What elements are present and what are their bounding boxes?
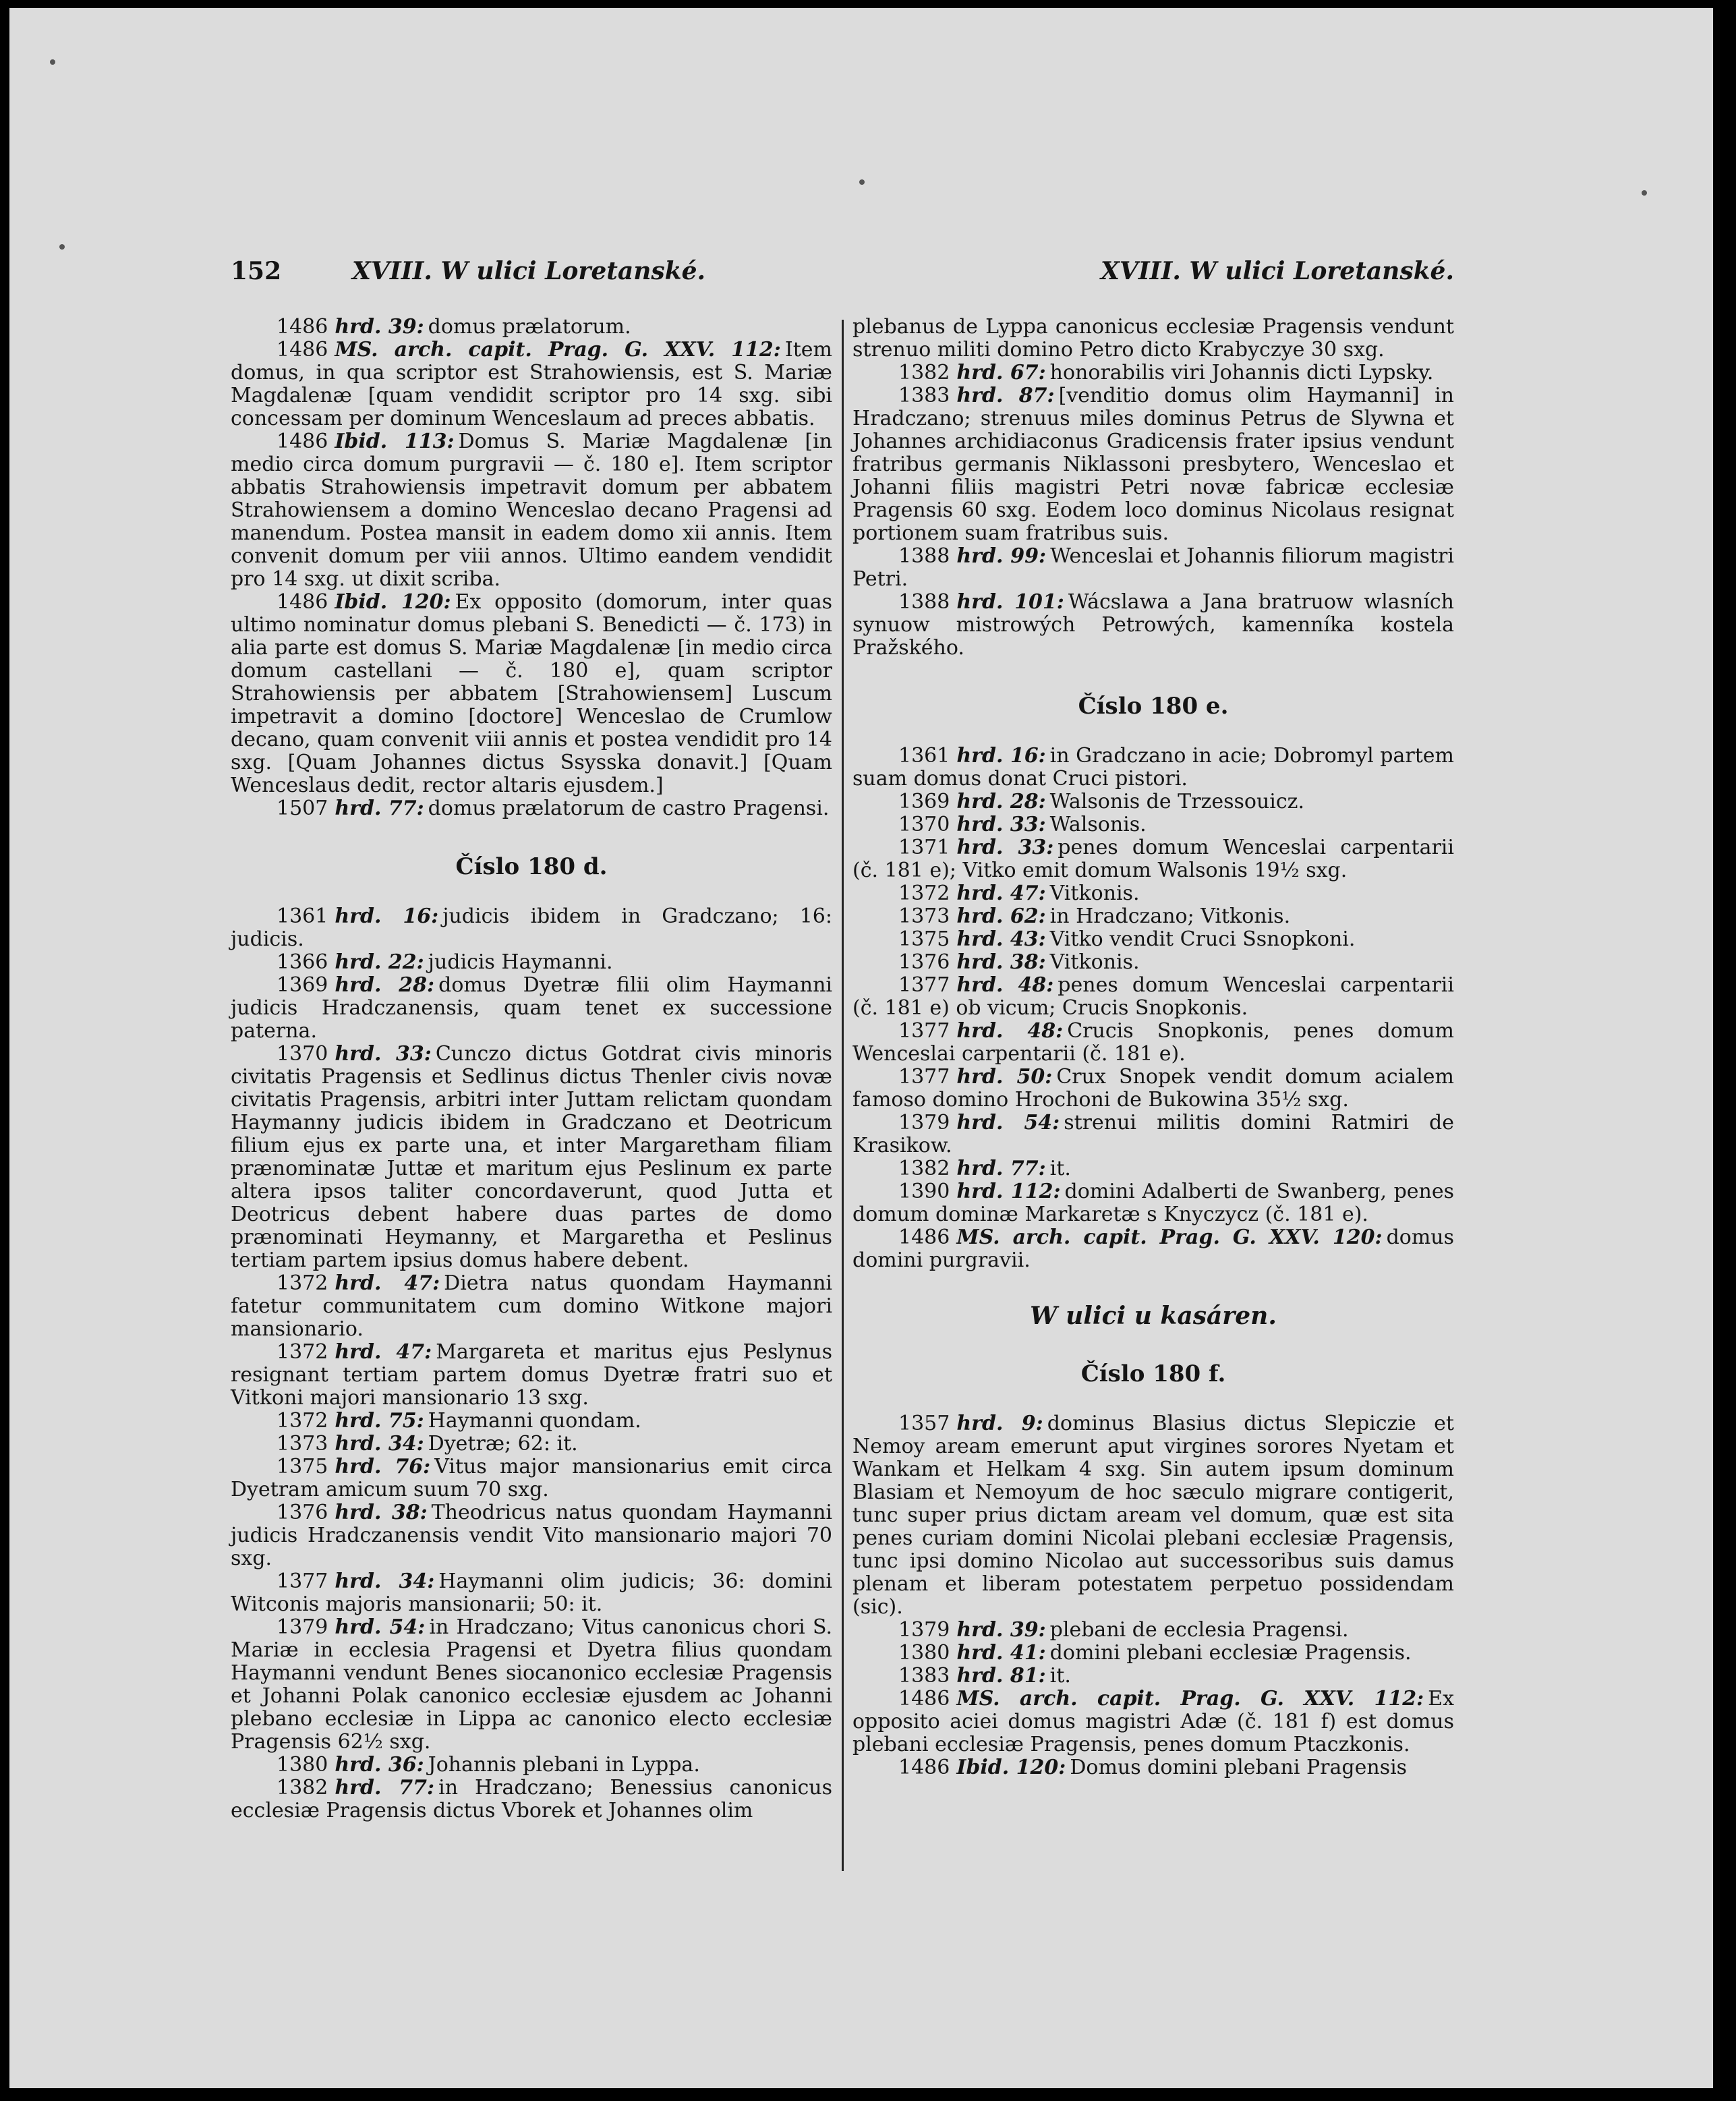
entry-text: in Hradczano; Vitus canonicus chori S. Mariæ in ecclesia Pragensi et Dyetra filius quondam Haymanni vendunt Benes siocanonico ecclesiæ Pragensis et Johanni Polak canonico ecclesiæ ejusdem ac Johanni plebano ecclesiæ in Lippa ac canonico electo ecclesiæ Pragensis 62½ sxg. (231, 1615, 832, 1754)
entry-year: 1486 (898, 1756, 950, 1779)
page-number: 152 (231, 257, 282, 285)
entry-year: 1371 (898, 836, 950, 859)
entry-year: 1486 (277, 315, 328, 339)
record-entry (852, 1020, 1454, 1066)
entry-source: MS. arch. capit. Prag. G. XXV. 112: (335, 338, 781, 362)
entry-text: domus domini purgravii. (852, 1226, 1454, 1272)
entry-text: Ex opposito (domorum, inter quas ultimo nominatur domus plebani S. Benedicti — č. 173) in alia parte est domus S. Mariæ Magdalenæ [in medio circa domum castellani — č. 180 e], quam scriptor Strahowiensis per abbatem [Strahowiensem] Luscum impetravit a domino [doctore] Wenceslao de Crumlow decano, quam convenit viii annis et postea vendidit pro 14 sxg. [Quam Johannes dictus Ssysska donavit.] [Quam Wenceslaus dedit, rector altaris ejusdem.] (231, 590, 832, 797)
record-entry (852, 362, 1454, 384)
entry-text: domus Dyetræ filii olim Haymanni judicis Hradczanensis, quam tenet ex successione paterna. (231, 973, 832, 1043)
entry-year: 1375 (277, 1455, 328, 1478)
entry-source: hrd. 16: (956, 744, 1046, 768)
record-entry (852, 591, 1454, 660)
record-entry (852, 384, 1454, 545)
entry-text: [venditio domus olim Haymanni] in Hradczano; strenuus miles dominus Petrus de Slywna et Johannes archidiaconus Gradicensis frater ipsius vendunt fratribus germanis Niklassoni presbytero, Wenceslao et Johanni filiis magistri Petri novæ fabricæ ecclesiæ Pragensis 60 sxg. Eodem loco dominus Nicolaus resignat portionem suam fratribus suis. (852, 384, 1454, 545)
entry-source: hrd. 47: (335, 1340, 432, 1364)
record-entry (852, 1157, 1454, 1180)
entry-source: hrd. 43: (956, 927, 1046, 951)
record-entry (231, 430, 832, 591)
entry-source: hrd. 39: (956, 1618, 1046, 1642)
record-entry (852, 1619, 1454, 1642)
entry-year: 1376 (898, 950, 950, 974)
section-heading: Číslo 180 e. (1078, 693, 1229, 720)
entry-text: Domus domini plebani Pragensis (1070, 1756, 1408, 1779)
entry-source: hrd. 38: (956, 950, 1046, 974)
section-heading: Číslo 180 f. (1080, 1360, 1226, 1387)
record-entry (231, 905, 832, 951)
record-entry (852, 882, 1454, 905)
entry-text: strenui militis domini Ratmiri de Krasikow. (852, 1111, 1454, 1157)
entry-year: 1372 (277, 1409, 328, 1433)
entry-source: hrd. 54: (335, 1615, 426, 1639)
record-entry (231, 1754, 832, 1777)
entry-source: hrd. 99: (956, 544, 1047, 568)
page-header (231, 251, 1454, 291)
entry-year: 1366 (277, 950, 328, 974)
entry-source: hrd. 77: (956, 1157, 1046, 1180)
speck-mark (1642, 190, 1647, 196)
entry-text: in Hradczano; Benessius canonicus ecclesiæ Pragensis dictus Vborek et Johannes olim (231, 1776, 832, 1822)
entry-text: Vitkonis. (1049, 882, 1140, 905)
entry-text: domus prælatorum de castro Pragensi. (428, 797, 830, 820)
entry-source: Ibid. 113: (335, 430, 455, 453)
record-entry (852, 545, 1454, 591)
entry-text: Walsonis de Trzessouicz. (1049, 790, 1305, 813)
record-entry (231, 1043, 832, 1272)
entry-year: 1388 (898, 544, 950, 568)
entry-year: 1486 (898, 1687, 950, 1710)
entry-year: 1361 (277, 904, 328, 928)
speck-mark (50, 59, 55, 65)
entry-year: 1388 (898, 590, 950, 614)
entry-source: hrd. 33: (956, 813, 1046, 836)
record-entry (852, 905, 1454, 928)
entry-source: hrd. 33: (335, 1042, 432, 1066)
record-entry (231, 1410, 832, 1433)
entry-source: hrd. 75: (335, 1409, 424, 1433)
entry-text: it. (1049, 1157, 1071, 1180)
entry-year: 1372 (277, 1271, 328, 1295)
section-heading: Číslo 180 d. (455, 853, 608, 880)
entry-text: Wácslawa a Jana bratruow wlasních synuow mistrowých Petrowých, kamenníka kostela Pražského. (852, 590, 1454, 660)
record-entry (231, 1777, 832, 1822)
entry-text: it. (1049, 1664, 1071, 1688)
entry-source: hrd. 54: (956, 1111, 1060, 1134)
entry-source: hrd. 77: (335, 1776, 435, 1800)
entry-text: in Gradczano in acie; Dobromyl partem suam domus donat Cruci pistori. (852, 744, 1454, 790)
record-entry (852, 1226, 1454, 1272)
record-entry (231, 1456, 832, 1501)
record-entry (852, 813, 1454, 836)
entry-year: 1357 (898, 1412, 950, 1435)
entry-year: 1377 (898, 1065, 950, 1089)
entry-year: 1372 (898, 882, 950, 905)
record-entry (231, 591, 832, 797)
entry-year: 1377 (898, 1019, 950, 1043)
continued-paragraph: plebanus de Lyppa canonicus ecclesiæ Pragensis vendunt strenuo militi domino Petro dicto Krabyczye 30 sxg. (852, 315, 1454, 362)
record-entry (852, 951, 1454, 974)
entry-year: 1379 (898, 1618, 950, 1642)
entry-source: hrd. 39: (335, 315, 424, 339)
book-page (9, 8, 1713, 2088)
record-entry (852, 1412, 1454, 1619)
running-title-left: XVIII. W ulici Loretanské. (352, 257, 706, 285)
entry-year: 1382 (277, 1776, 328, 1800)
entry-source: hrd. 101: (956, 590, 1064, 614)
entry-year: 1373 (898, 904, 950, 928)
entry-year: 1376 (277, 1501, 328, 1524)
record-entry (852, 1688, 1454, 1756)
record-entry (231, 1501, 832, 1570)
entry-year: 1486 (277, 590, 328, 614)
entry-text: Dyetræ; 62: it. (428, 1432, 578, 1456)
entry-text: domini plebani ecclesiæ Pragensis. (1049, 1641, 1412, 1665)
entry-text: Margareta et maritus ejus Peslynus resignant tertiam partem domus Dyetræ fratri suo et Vitkoni majori mansionario 13 sxg. (231, 1340, 832, 1410)
left-column (231, 316, 832, 1822)
running-title-right: XVIII. W ulici Loretanské. (1100, 257, 1454, 285)
entry-source: hrd. 9: (956, 1412, 1043, 1435)
record-entry (231, 1341, 832, 1410)
speck-mark (59, 244, 65, 250)
record-entry (852, 836, 1454, 882)
record-entry (852, 974, 1454, 1020)
entry-source: hrd. 48: (956, 973, 1054, 997)
entry-text: judicis Haymanni. (428, 950, 613, 974)
record-entry (852, 1066, 1454, 1112)
entry-source: hrd. 48: (956, 1019, 1064, 1043)
entry-text: Wenceslai et Johannis filiorum magistri Petri. (852, 544, 1454, 591)
entry-text: Cunczo dictus Gotdrat civis minoris civitatis Pragensis et Sedlinus dictus Thenler civis novæ civitatis Pragensis, arbitri inter Juttam relictam quondam Haymanny judicis ibidem in Gradczano et Deotricum filium ejus ex parte una, et inter Margaretham filiam prænominatæ Juttæ et maritum ejus Peslinum ex parte altera ipsos taliter concordaverunt, quod Jutta et Deotricus debent habere duas partes de domo prænominati Heymanny, et Margaretha et Peslinus tertiam partem ipsius domus habere debent. (231, 1042, 832, 1272)
entry-year: 1370 (898, 813, 950, 836)
record-entry (231, 1616, 832, 1754)
entry-source: hrd. 36: (335, 1753, 424, 1777)
entry-text: domini Adalberti de Swanberg, penes domum dominæ Markaretæ s Knyczycz (č. 181 e). (852, 1180, 1454, 1226)
entry-text: Vitkonis. (1049, 950, 1140, 974)
entry-text: Vitko vendit Cruci Ssnopkoni. (1049, 927, 1356, 951)
entry-year: 1377 (277, 1570, 328, 1593)
entry-source: hrd. 77: (335, 797, 424, 820)
record-entry (231, 316, 832, 339)
record-entry (231, 797, 832, 820)
entry-text: judicis ibidem in Gradczano; 16: judicis. (231, 904, 832, 951)
entry-source: hrd. 67: (956, 361, 1046, 384)
record-entry (852, 745, 1454, 790)
entry-text: Item domus, in qua scriptor est Strahowiensis, est S. Mariæ Magdalenæ [quam vendidit scriptor pro 14 sxg. sibi concessam per dominum Wenceslaum ad preces abbatis. (231, 338, 832, 430)
entry-text: domus prælatorum. (428, 315, 631, 339)
entry-year: 1372 (277, 1340, 328, 1364)
entry-year: 1486 (277, 338, 328, 362)
entry-year: 1380 (277, 1753, 328, 1777)
entry-year: 1486 (898, 1226, 950, 1249)
entry-year: 1377 (898, 973, 950, 997)
entry-year: 1486 (277, 430, 328, 453)
record-entry (231, 974, 832, 1043)
entry-source: Ibid. 120: (956, 1756, 1066, 1779)
record-entry (852, 1642, 1454, 1665)
entry-source: hrd. 22: (335, 950, 424, 974)
entry-source: hrd. 62: (956, 904, 1046, 928)
entry-year: 1361 (898, 744, 950, 768)
entry-source: hrd. 47: (335, 1271, 440, 1295)
entry-source: hrd. 34: (335, 1570, 435, 1593)
record-entry (231, 339, 832, 430)
column-divider (842, 320, 844, 1871)
entry-text: Theodricus natus quondam Haymanni judicis Hradczanensis vendit Vito mansionario majori 70 sxg. (231, 1501, 833, 1570)
record-entry (231, 1570, 832, 1616)
record-entry (231, 1272, 832, 1341)
entry-year: 1369 (898, 790, 950, 813)
entry-year: 1373 (277, 1432, 328, 1456)
entry-source: hrd. 41: (956, 1641, 1046, 1665)
entry-year: 1390 (898, 1180, 950, 1203)
entry-text: Domus S. Mariæ Magdalenæ [in medio circa domum purgravii — č. 180 e]. Item scriptor abbatis Strahowiensis impetravit domum per abbatem Strahowiensem a domino Wenceslao decano Pragensi ad manendum. Postea mansit in eadem domo xii annis. Item convenit domum per viii annos. Ultimo eandem vendidit pro 14 sxg. ut dixit scriba. (231, 430, 832, 591)
entry-text: penes domum Wenceslai carpentarii (č. 181 e) ob vicum; Crucis Snopkonis. (852, 973, 1454, 1020)
record-entry (852, 1112, 1454, 1157)
entry-text: Dietra natus quondam Haymanni fatetur communitatem cum domino Witkone majori mansionario. (231, 1271, 832, 1341)
entry-text: in Hradczano; Vitkonis. (1049, 904, 1291, 928)
entry-source: hrd. 28: (956, 790, 1046, 813)
entry-year: 1507 (277, 797, 328, 820)
entry-year: 1370 (277, 1042, 328, 1066)
entry-source: hrd. 33: (956, 836, 1054, 859)
entry-source: hrd. 76: (335, 1455, 431, 1478)
entry-text: Crucis Snopkonis, penes domum Wenceslai carpentarii (č. 181 e). (852, 1019, 1455, 1066)
right-column (852, 316, 1454, 1779)
entry-text: Crux Snopek vendit domum acialem famoso domino Hrochoni de Bukowina 35½ sxg. (852, 1065, 1455, 1112)
entry-year: 1382 (898, 361, 950, 384)
entry-source: MS. arch. capit. Prag. G. XXV. 112: (956, 1687, 1424, 1710)
entry-source: hrd. 87: (956, 384, 1055, 407)
record-entry (852, 1665, 1454, 1688)
record-entry (231, 951, 832, 974)
entry-text: honorabilis viri Johannis dicti Lypsky. (1049, 361, 1434, 384)
record-entry (852, 1756, 1454, 1779)
entry-source: hrd. 16: (335, 904, 439, 928)
record-entry (852, 790, 1454, 813)
entry-source: Ibid. 120: (335, 590, 451, 614)
entry-text: Haymanni quondam. (428, 1409, 641, 1433)
entry-year: 1369 (277, 973, 328, 997)
speck-mark (859, 179, 865, 185)
entry-text: penes domum Wenceslai carpentarii (č. 181 e); Vitko emit domum Walsonis 19½ sxg. (852, 836, 1454, 882)
entry-text: Haymanni olim judicis; 36: domini Witconis majoris mansionarii; 50: it. (231, 1570, 832, 1616)
entry-source: hrd. 112: (956, 1180, 1061, 1203)
entry-text: dominus Blasius dictus Slepiczie et Nemoy aream emerunt aput virgines sorores Nyetam et Wankam et Helkam 4 sxg. Sin autem ipsum dominum Blasiam et Nemoyum de hoc sæculo migrare contigerit, tunc super prius dictam aream vel domum, quæ est sita penes curiam domini Nicolai plebani ecclesiæ Pragensis, tunc ipsi domino Nicolao aut successoribus suis damus plenam et liberam potestatem perpetuo possidendam (sic). (852, 1412, 1454, 1619)
entry-source: hrd. 81: (956, 1664, 1046, 1688)
entry-source: hrd. 50: (956, 1065, 1053, 1089)
entry-text: Johannis plebani in Lyppa. (428, 1753, 700, 1777)
entry-year: 1380 (898, 1641, 950, 1665)
entry-source: hrd. 28: (335, 973, 435, 997)
entry-year: 1375 (898, 927, 950, 951)
entry-source: hrd. 34: (335, 1432, 424, 1456)
street-heading: W ulici u kasáren. (1030, 1302, 1277, 1330)
entry-text: Ex opposito aciei domus magistri Adæ (č. 181 f) est domus plebani ecclesiæ Pragensis, penes domum Ptaczkonis. (852, 1687, 1454, 1756)
entry-source: hrd. 38: (335, 1501, 428, 1524)
entry-source: MS. arch. capit. Prag. G. XXV. 120: (956, 1226, 1383, 1249)
entry-text: Vitus major mansionarius emit circa Dyetram amicum suum 70 sxg. (231, 1455, 833, 1501)
entry-year: 1383 (898, 1664, 950, 1688)
record-entry (852, 1180, 1454, 1226)
record-entry (231, 1433, 832, 1456)
record-entry (852, 928, 1454, 951)
entry-text: Walsonis. (1049, 813, 1147, 836)
entry-source: hrd. 47: (956, 882, 1046, 905)
entry-year: 1382 (898, 1157, 950, 1180)
entry-year: 1383 (898, 384, 950, 407)
entry-year: 1379 (898, 1111, 950, 1134)
entry-year: 1379 (277, 1615, 328, 1639)
entry-text: plebani de ecclesia Pragensi. (1049, 1618, 1349, 1642)
